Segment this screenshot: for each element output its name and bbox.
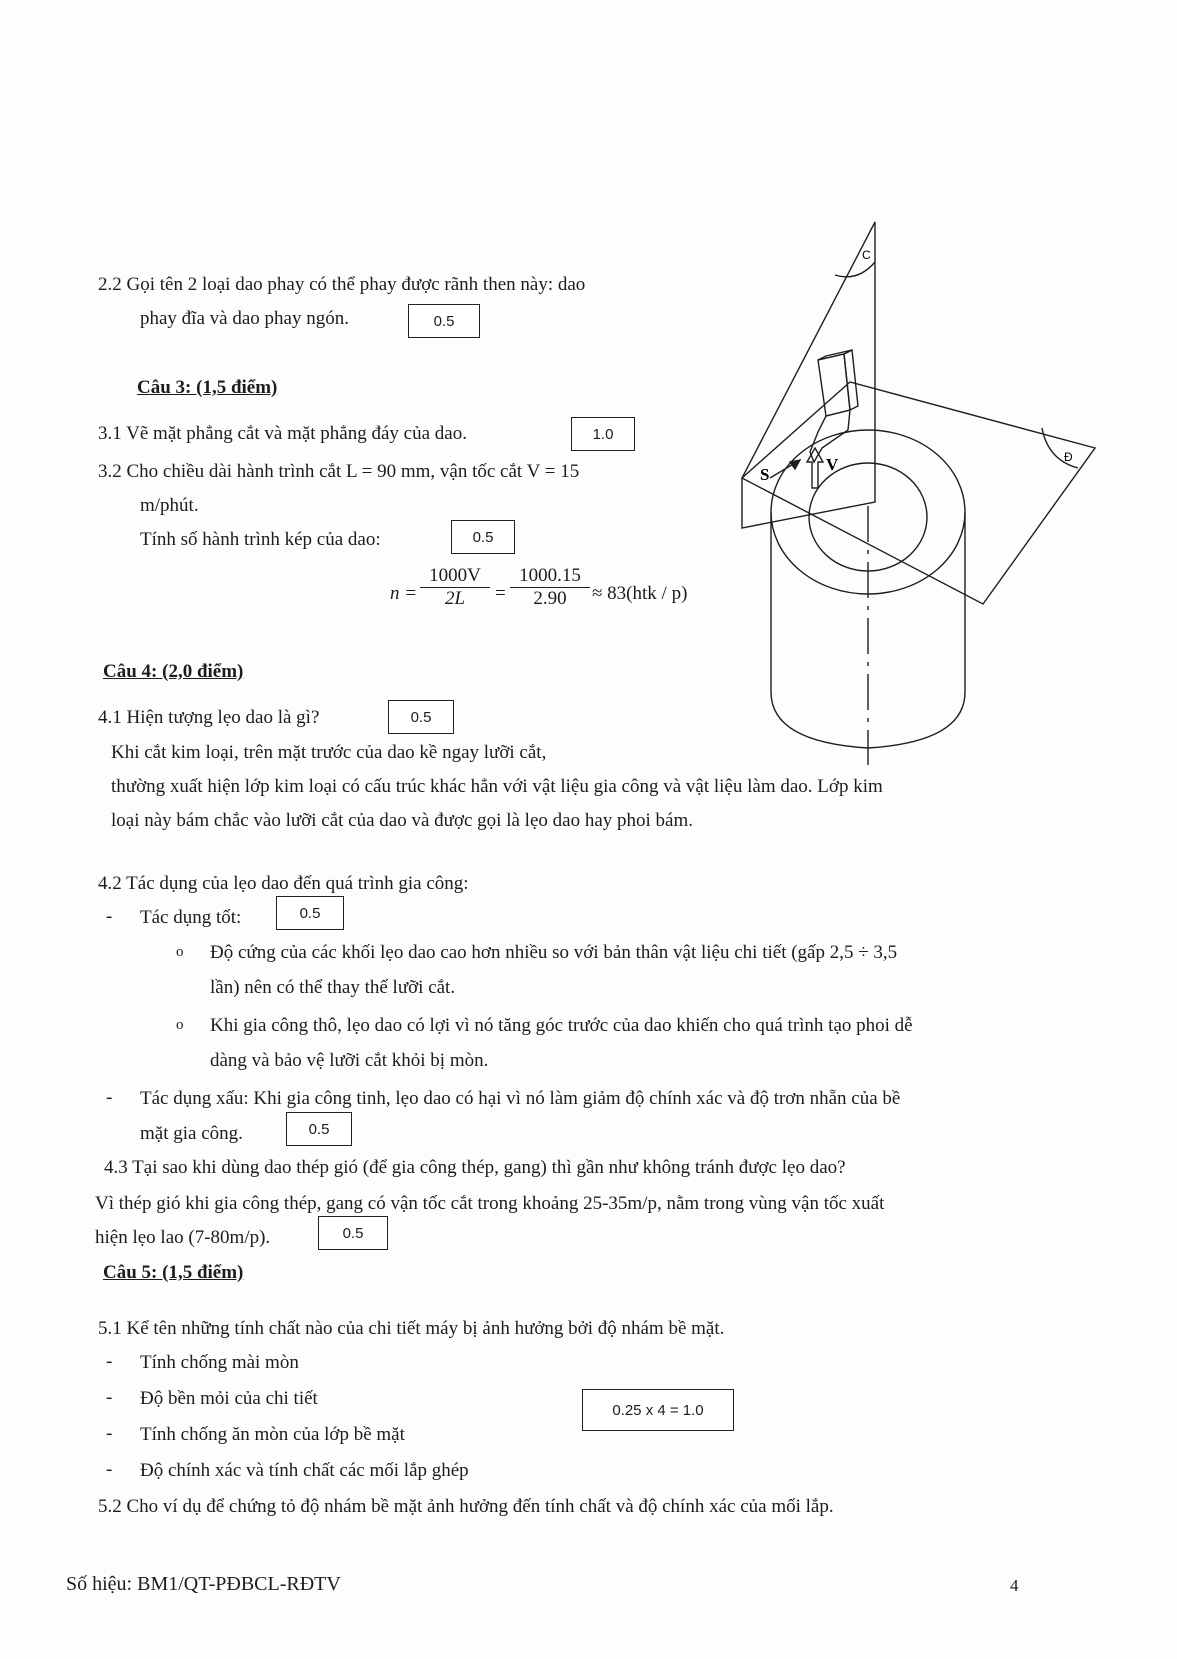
s41-text: 4.1 Hiện tượng lẹo dao là gì?	[98, 707, 320, 728]
s51-item: Độ bền mỏi của chi tiết	[140, 1388, 318, 1409]
velocity-arrow	[807, 448, 823, 488]
formula-den1: 2L	[444, 588, 466, 609]
bullet-dash: -	[106, 1351, 113, 1372]
s22-score-box: 0.5	[408, 304, 480, 338]
good-label: Tác dụng tốt:	[140, 907, 242, 928]
good-score-box: 0.5	[276, 896, 344, 930]
s22-line2: phay đĩa và dao phay ngón.	[140, 308, 349, 329]
s41-ans-line3: loại này bám chắc vào lưỡi cắt của dao và được gọi là lẹo dao hay phoi bám.	[111, 810, 693, 831]
s43-text: 4.3 Tại sao khi dùng dao thép gió (để gia công thép, gang) thì gần như không tránh được lẹo dao?	[104, 1157, 846, 1178]
s43-score-box: 0.5	[318, 1216, 388, 1250]
s41-ans-line1: Khi cắt kim loại, trên mặt trước của dao kề ngay lưỡi cắt,	[111, 742, 547, 763]
s32-score-box: 0.5	[451, 520, 515, 554]
s41-score-box: 0.5	[388, 700, 454, 734]
formula-n: n =	[390, 583, 418, 604]
s31-text: 3.1 Vẽ mặt phẳng cắt và mặt phẳng đáy của dao.	[98, 423, 467, 444]
angle-c-arc	[835, 262, 875, 277]
bullet-dash: -	[106, 1387, 113, 1408]
bullet-circle: o	[176, 944, 184, 960]
s32-line3: Tính số hành trình kép của dao:	[140, 529, 381, 550]
s51-item: Độ chính xác và tính chất các mối lắp ghép	[140, 1460, 469, 1481]
bad-score-box: 0.5	[286, 1112, 352, 1146]
formula-result: ≈ 83(htk / p)	[592, 583, 688, 604]
formula-frac2	[510, 565, 590, 610]
good1-line1: Độ cứng của các khối lẹo dao cao hơn nhiều so với bản thân vật liệu chi tiết (gấp 2,5 ÷ 3,5	[210, 942, 898, 963]
base-plane	[742, 382, 1095, 604]
s51-item: Tính chống mài mòn	[140, 1352, 299, 1373]
good2-line2: dàng và bảo vệ lưỡi cắt khỏi bị mòn.	[210, 1050, 489, 1071]
bullet-dash: -	[106, 906, 113, 927]
formula-den2: 2.90	[533, 588, 567, 609]
formula-frac1	[420, 565, 490, 610]
s43-ans-line1: Vì thép gió khi gia công thép, gang có vận tốc cắt trong khoảng 25-35m/p, nằm trong vùng vận tốc xuất	[95, 1193, 885, 1214]
formula-num2: 1000.15	[510, 565, 590, 588]
formula-eq: =	[495, 583, 506, 604]
s52-text: 5.2 Cho ví dụ để chứng tỏ độ nhám bề mặt ảnh hưởng đến tính chất và độ chính xác của mối lắp.	[98, 1496, 834, 1517]
formula-num1: 1000V	[420, 565, 490, 588]
s42-text: 4.2 Tác dụng của lẹo dao đến quá trình gia công:	[98, 873, 469, 894]
bullet-dash: -	[106, 1087, 113, 1108]
s41-ans-line2: thường xuất hiện lớp kim loại có cấu trúc khác hẳn với vật liệu gia công và vật liệu làm dao. Lớp kim	[111, 776, 883, 797]
s43-ans-line2: hiện lẹo lao (7-80m/p).	[95, 1227, 271, 1248]
good1-line2: lần) nên có thể thay thế lưỡi cắt.	[210, 977, 456, 998]
label-c: C	[862, 248, 871, 262]
s32-line2: m/phút.	[140, 495, 199, 516]
s51-text: 5.1 Kể tên những tính chất nào của chi tiết máy bị ảnh hưởng bởi độ nhám bề mặt.	[98, 1318, 725, 1339]
bullet-dash: -	[106, 1459, 113, 1480]
label-d: Đ	[1064, 450, 1073, 464]
s31-score-box: 1.0	[571, 417, 635, 451]
s51-item: Tính chống ăn mòn của lớp bề mặt	[140, 1424, 405, 1445]
label-s: S	[760, 465, 770, 484]
bad-line1: Tác dụng xấu: Khi gia công tinh, lẹo dao có hại vì nó làm giảm độ chính xác và độ trơn nhẵn của bề	[140, 1088, 901, 1109]
page-number: 4	[1010, 1576, 1019, 1595]
label-v: V	[826, 455, 839, 474]
footer-code: Số hiệu: BM1/QT-PĐBCL-RĐTV	[66, 1573, 341, 1595]
bullet-dash: -	[106, 1423, 113, 1444]
bullet-circle: o	[176, 1017, 184, 1033]
q3-heading: Câu 3: (1,5 điểm)	[137, 377, 278, 398]
q4-heading: Câu 4: (2,0 điểm)	[103, 661, 244, 682]
good2-line1: Khi gia công thô, lẹo dao có lợi vì nó tăng góc trước của dao khiến cho quá trình tạo phoi dễ	[210, 1015, 913, 1036]
s32-line1: 3.2 Cho chiều dài hành trình cắt L = 90 mm, vận tốc cắt V = 15	[98, 461, 580, 482]
bad-line2: mặt gia công.	[140, 1123, 243, 1144]
q5-heading: Câu 5: (1,5 điểm)	[103, 1262, 244, 1283]
s22-line1: 2.2 Gọi tên 2 loại dao phay có thể phay được rãnh then này: dao	[98, 274, 586, 295]
s51-score-box: 0.25 x 4 = 1.0	[582, 1389, 734, 1431]
